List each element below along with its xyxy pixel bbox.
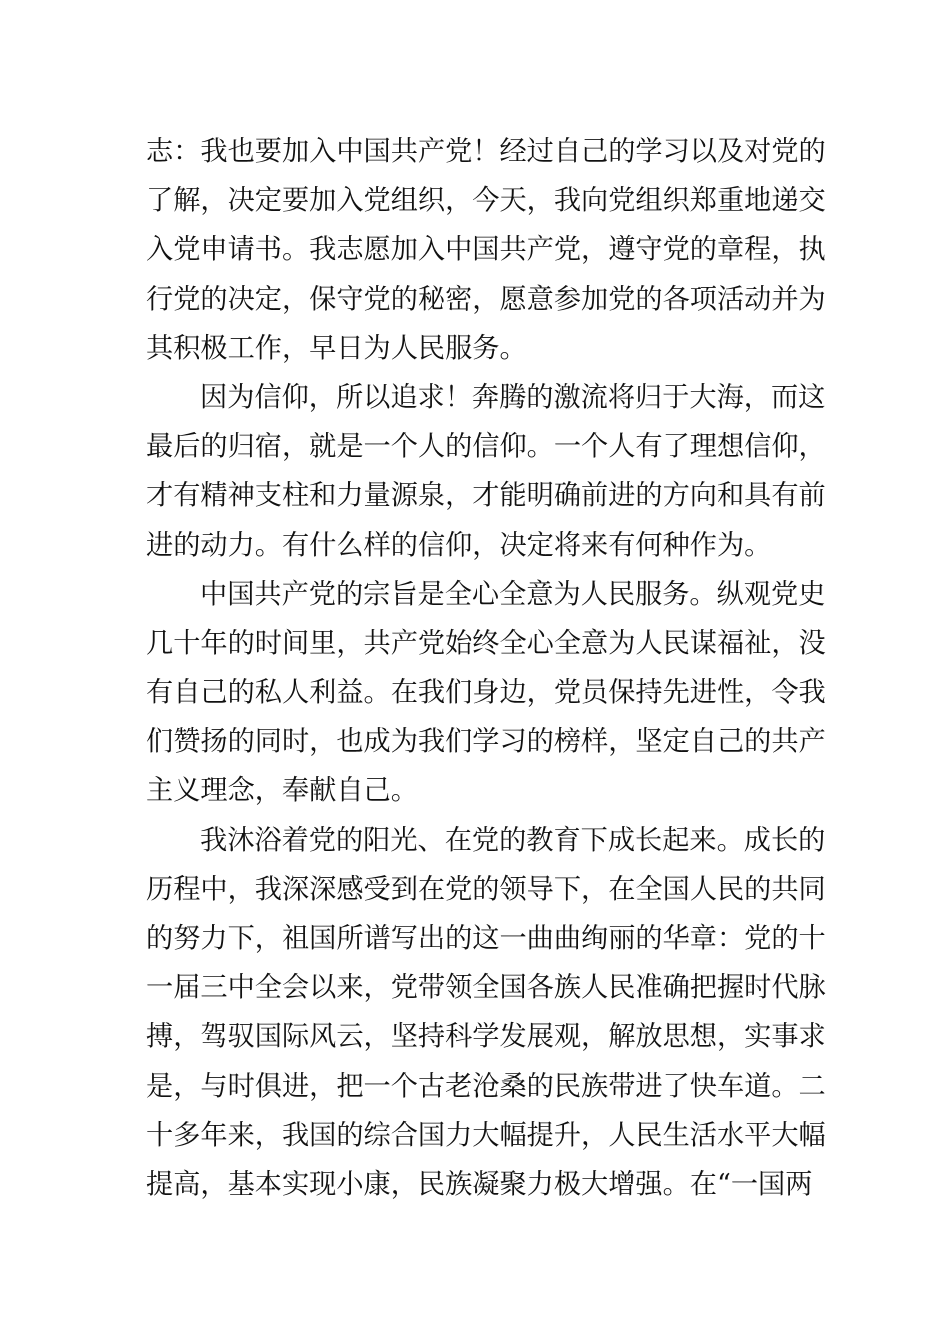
text-line: 的努力下，祖国所谱写出的这一曲曲绚丽的华章：党的十 — [146, 923, 826, 954]
text-line: 们赞扬的同时，也成为我们学习的榜样，坚定自己的共产 — [146, 726, 826, 758]
text-line: 有自己的私人利益。在我们身边，党员保持先进性，令我 — [146, 677, 826, 709]
paragraph-first-line: 中国共产党的宗旨是全心全意为人民服务。纵观党史 — [200, 578, 826, 610]
text-line: 入党申请书。我志愿加入中国共产党，遵守党的章程，执 — [146, 234, 826, 266]
text-line: 提高，基本实现小康，民族凝聚力极大增强。在“一国两 — [146, 1168, 813, 1200]
text-line: 是，与时俱进，把一个古老沧桑的民族带进了快车道。二 — [146, 1070, 826, 1102]
text-line: 了解，决定要加入党组织，今天，我向党组织郑重地递交 — [146, 185, 826, 217]
text-line: 志：我也要加入中国共产党！经过自己的学习以及对党的 — [146, 136, 826, 167]
text-line: 行党的决定，保守党的秘密，愿意参加党的各项活动并为 — [146, 283, 826, 315]
text-line: 其积极工作，早日为人民服务。 — [146, 332, 527, 364]
text-line: 才有精神支柱和力量源泉，才能明确前进的方向和具有前 — [146, 480, 826, 512]
text-line: 历程中，我深深感受到在党的领导下，在全国人民的共同 — [146, 873, 826, 905]
document-body — [146, 127, 826, 1209]
paragraph-first-line: 因为信仰，所以追求！奔腾的激流将归于大海，而这 — [200, 381, 826, 413]
text-line: 进的动力。有什么样的信仰，决定将来有何种作为。 — [146, 529, 772, 561]
text-line: 十多年来，我国的综合国力大幅提升，人民生活水平大幅 — [146, 1119, 826, 1151]
text-line: 几十年的时间里，共产党始终全心全意为人民谋福祉，没 — [146, 627, 826, 659]
paragraph-first-line: 我沐浴着党的阳光、在党的教育下成长起来。成长的 — [200, 824, 826, 856]
text-line: 最后的归宿，就是一个人的信仰。一个人有了理想信仰， — [146, 431, 826, 463]
text-line: 搏，驾驭国际风云，坚持科学发展观，解放思想，实事求 — [146, 1021, 826, 1053]
text-line: 一届三中全会以来，党带领全国各族人民准确把握时代脉 — [146, 972, 826, 1004]
text-line: 主义理念，奉献自己。 — [146, 775, 418, 807]
